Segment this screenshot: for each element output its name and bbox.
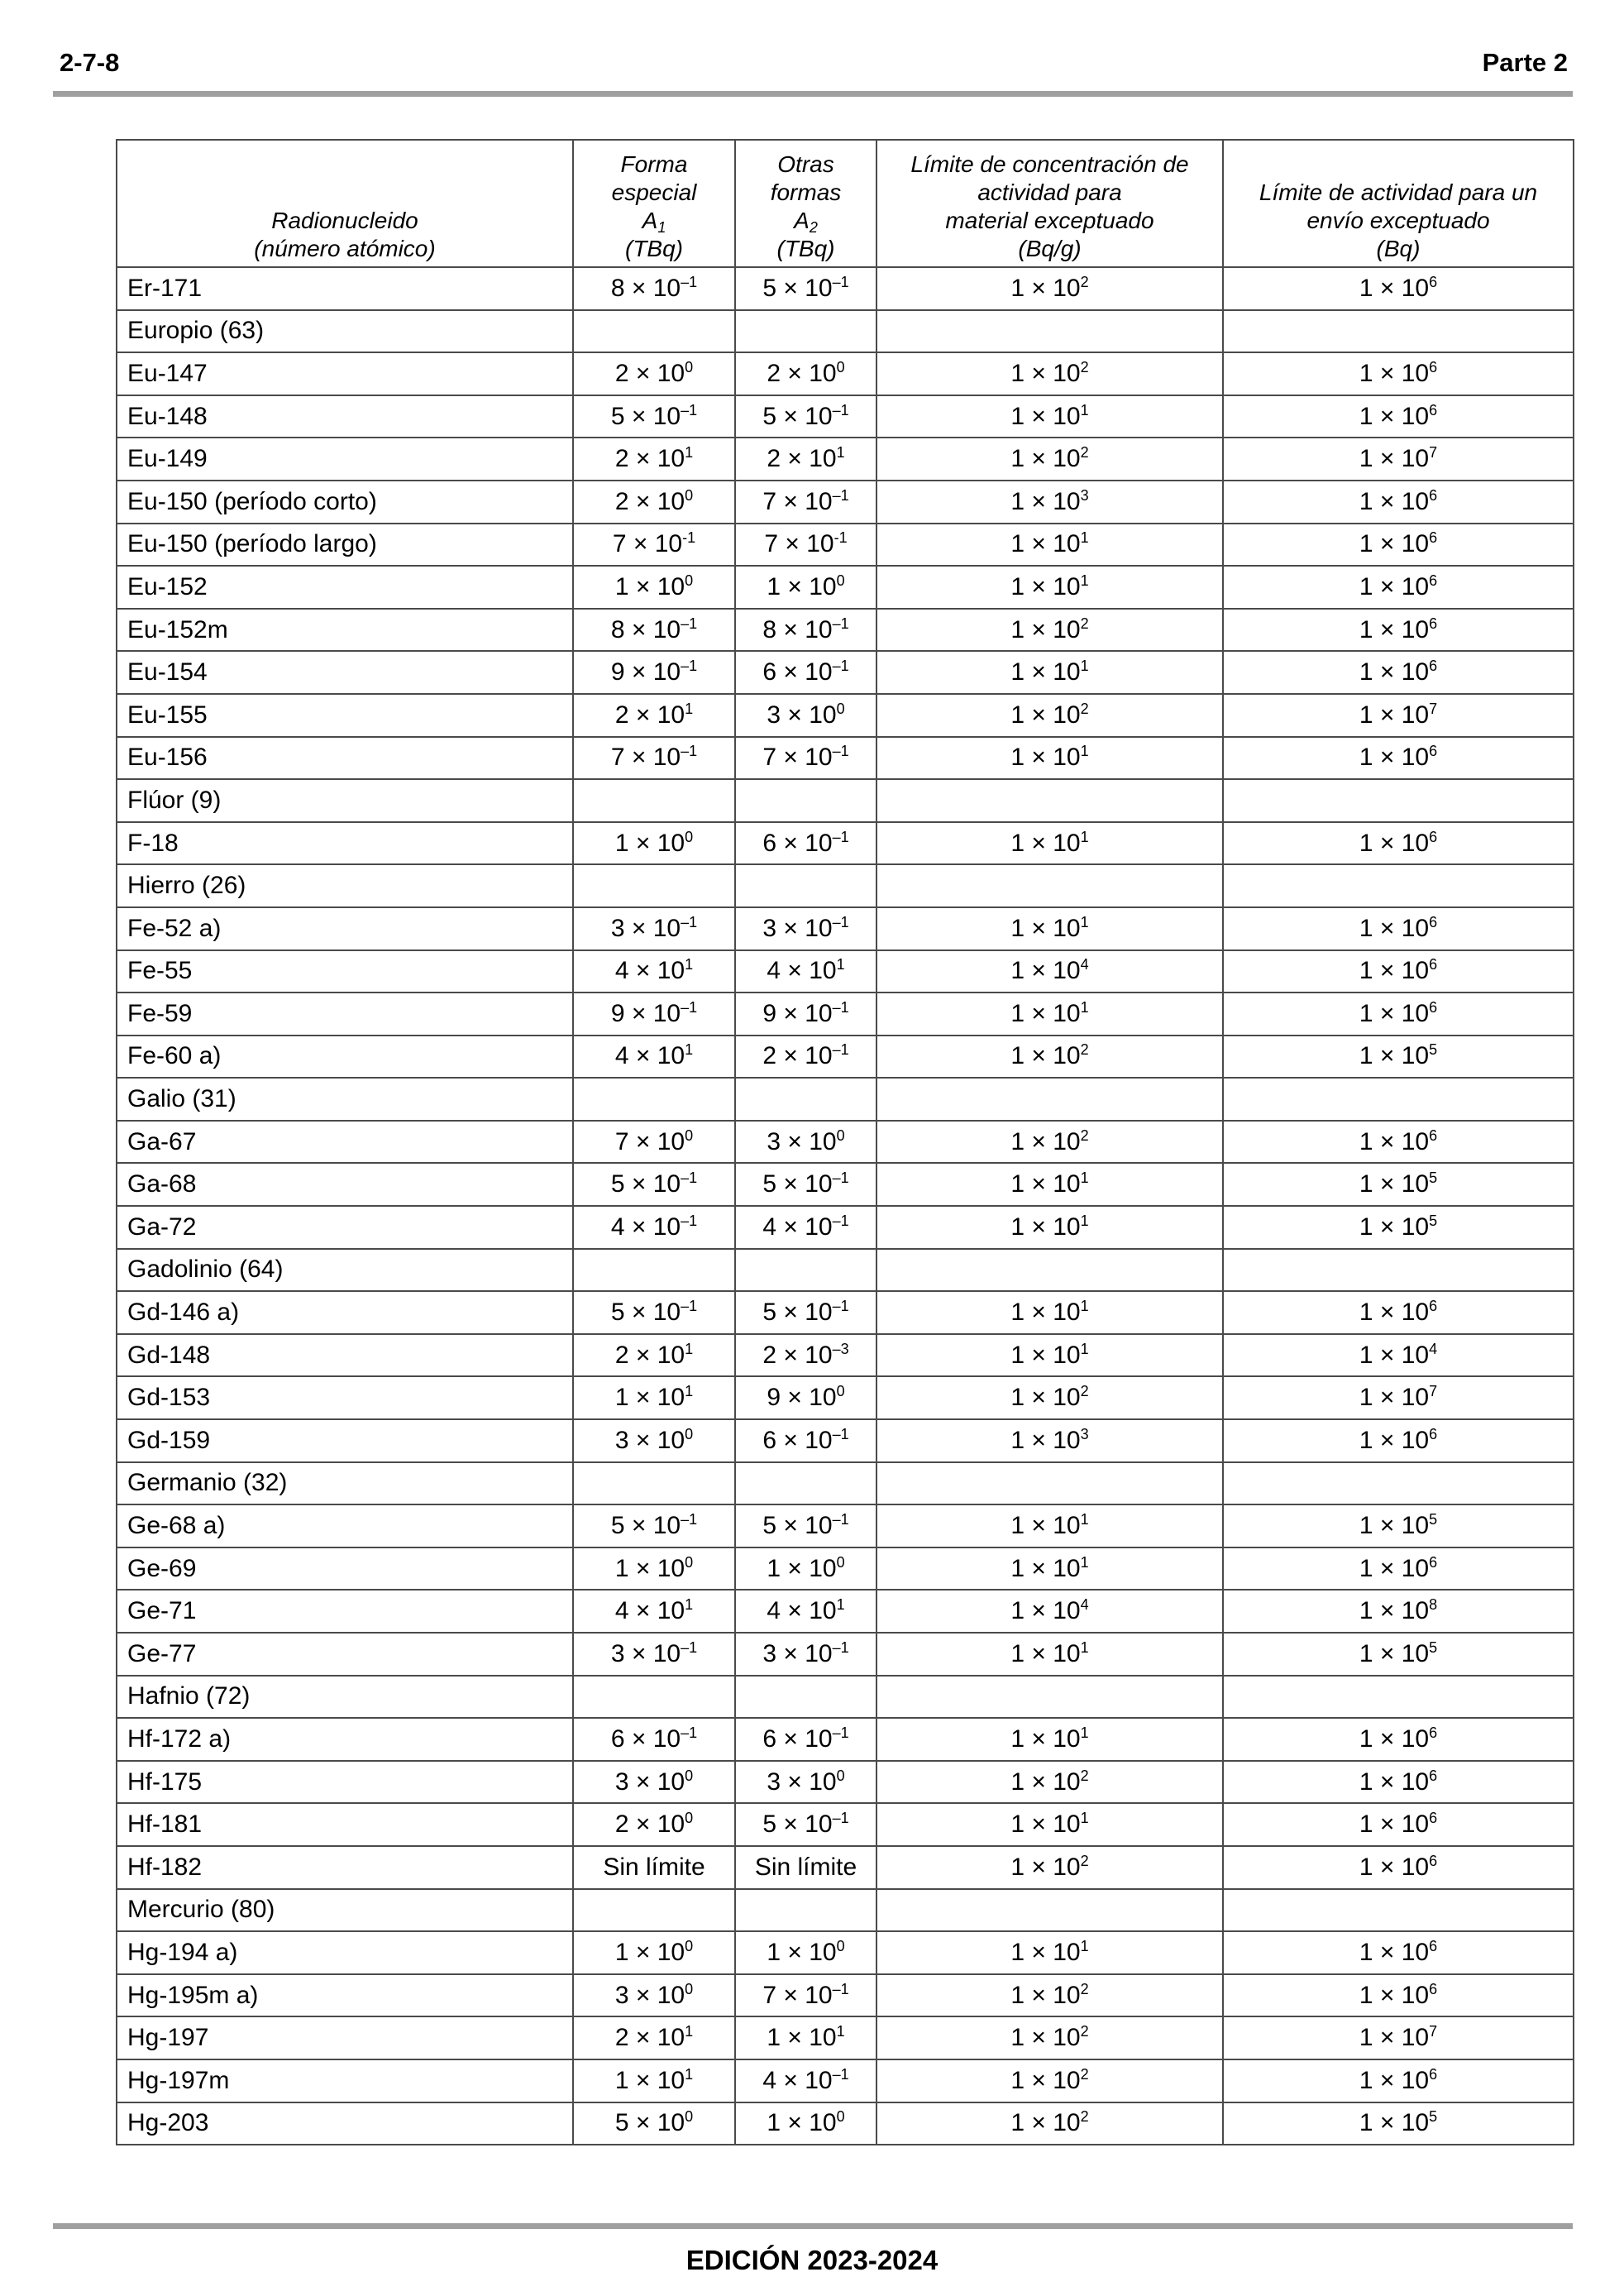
concentration-limit-cell: [876, 1078, 1223, 1121]
activity-limit-cell: $1 \times 10^6$: [1223, 566, 1574, 609]
activity-limit-cell: [1223, 1462, 1574, 1505]
table-row: [117, 267, 1574, 310]
a2-cell: $5 \times 10^{-1}$: [735, 1163, 876, 1206]
a1-cell: Sin límite: [573, 1846, 735, 1889]
table-row: [117, 1163, 1574, 1206]
radionuclide-cell: Eu-152: [117, 566, 573, 609]
radionuclide-cell: Europio (63): [117, 310, 573, 353]
concentration-limit-cell: $1 \times 10^1$: [876, 524, 1223, 567]
a1-cell: [573, 779, 735, 822]
a1-cell: $4 \times 10^1$: [573, 1590, 735, 1633]
activity-limit-cell: [1223, 1249, 1574, 1292]
a2-cell: $2 \times 10^1$: [735, 438, 876, 481]
a1-cell: $2 \times 10^1$: [573, 438, 735, 481]
table-row: [117, 1633, 1574, 1676]
a1-cell: $3 \times 10^0$: [573, 1419, 735, 1462]
concentration-limit-cell: $1 \times 10^1$: [876, 1803, 1223, 1846]
concentration-limit-cell: $1 \times 10^2$: [876, 1846, 1223, 1889]
activity-limit-cell: $1 \times 10^6$: [1223, 651, 1574, 694]
radionuclide-cell: Galio (31): [117, 1078, 573, 1121]
concentration-limit-cell: $1 \times 10^2$: [876, 1036, 1223, 1079]
table-row: [117, 352, 1574, 395]
a1-cell: [573, 1676, 735, 1719]
radionuclide-cell: Fe-52 a): [117, 907, 573, 950]
table-row: [117, 566, 1574, 609]
a1-cell: $8 \times 10^{-1}$: [573, 609, 735, 652]
a1-cell: $5 \times 10^{-1}$: [573, 1163, 735, 1206]
a2-cell: $6 \times 10^{-1}$: [735, 822, 876, 865]
table-row: [117, 1761, 1574, 1804]
a2-cell: $1 \times 10^0$: [735, 1931, 876, 1974]
a1-cell: [573, 864, 735, 907]
table-row: [117, 1547, 1574, 1590]
a2-cell: $6 \times 10^{-1}$: [735, 1718, 876, 1761]
radionuclide-cell: Ga-67: [117, 1121, 573, 1164]
a2-cell: [735, 310, 876, 353]
activity-limit-cell: $1 \times 10^6$: [1223, 524, 1574, 567]
a2-cell: $2 \times 10^{-3}$: [735, 1334, 876, 1377]
a1-cell: $2 \times 10^0$: [573, 481, 735, 524]
activity-limit-cell: $1 \times 10^6$: [1223, 907, 1574, 950]
a1-cell: [573, 1249, 735, 1292]
concentration-limit-cell: $1 \times 10^2$: [876, 2016, 1223, 2059]
col-a2-header: Otras formas $A_2$ (TBq): [735, 140, 876, 267]
table-row: [117, 1206, 1574, 1249]
a2-cell: $8 \times 10^{-1}$: [735, 609, 876, 652]
col-activity-limit-header: Límite de actividad para un envío exceptuado (Bq): [1223, 140, 1574, 267]
radionuclide-cell: Eu-154: [117, 651, 573, 694]
a1-cell: $5 \times 10^0$: [573, 2102, 735, 2145]
activity-limit-cell: [1223, 779, 1574, 822]
radionuclide-cell: Eu-155: [117, 694, 573, 737]
a1-cell: $4 \times 10^1$: [573, 1036, 735, 1079]
a1-cell: $1 \times 10^0$: [573, 1547, 735, 1590]
activity-limit-cell: $1 \times 10^6$: [1223, 267, 1574, 310]
radionuclide-cell: Fe-60 a): [117, 1036, 573, 1079]
table-row: [117, 737, 1574, 780]
radionuclide-cell: Gadolinio (64): [117, 1249, 573, 1292]
table-row: [117, 993, 1574, 1036]
radionuclide-cell: Ge-77: [117, 1633, 573, 1676]
a1-cell: $2 \times 10^1$: [573, 694, 735, 737]
a1-cell: $1 \times 10^0$: [573, 1931, 735, 1974]
a2-cell: $7 \times 10^{-1}$: [735, 481, 876, 524]
a2-cell: $4 \times 10^1$: [735, 950, 876, 993]
element-group-row: [117, 1462, 1574, 1505]
activity-limit-cell: $1 \times 10^6$: [1223, 1547, 1574, 1590]
table-row: [117, 481, 1574, 524]
concentration-limit-cell: $1 \times 10^1$: [876, 1718, 1223, 1761]
a2-cell: $7 \times 10^{-1}$: [735, 737, 876, 780]
a2-cell: [735, 779, 876, 822]
a2-cell: $7 \times 10^{-1}$: [735, 524, 876, 567]
table-row: [117, 1846, 1574, 1889]
concentration-limit-cell: $1 \times 10^1$: [876, 1931, 1223, 1974]
concentration-limit-cell: $1 \times 10^1$: [876, 566, 1223, 609]
part-label: Parte 2: [1482, 48, 1568, 77]
radionuclide-cell: Gd-146 a): [117, 1291, 573, 1334]
concentration-limit-cell: $1 \times 10^2$: [876, 609, 1223, 652]
radionuclide-cell: Eu-147: [117, 352, 573, 395]
table-row: [117, 1504, 1574, 1547]
activity-limit-cell: $1 \times 10^6$: [1223, 1291, 1574, 1334]
radionuclide-cell: Flúor (9): [117, 779, 573, 822]
element-group-row: [117, 1078, 1574, 1121]
radionuclide-cell: Hg-195m a): [117, 1974, 573, 2017]
concentration-limit-cell: $1 \times 10^1$: [876, 737, 1223, 780]
radionuclide-cell: Ge-71: [117, 1590, 573, 1633]
a2-cell: $9 \times 10^0$: [735, 1376, 876, 1419]
radionuclide-cell: Gd-153: [117, 1376, 573, 1419]
a1-cell: $9 \times 10^{-1}$: [573, 651, 735, 694]
radionuclide-cell: Mercurio (80): [117, 1889, 573, 1932]
radionuclide-cell: Eu-149: [117, 438, 573, 481]
a1-cell: $5 \times 10^{-1}$: [573, 1504, 735, 1547]
a1-cell: $5 \times 10^{-1}$: [573, 1291, 735, 1334]
radionuclide-cell: Hg-197: [117, 2016, 573, 2059]
concentration-limit-cell: $1 \times 10^3$: [876, 481, 1223, 524]
activity-limit-cell: $1 \times 10^6$: [1223, 395, 1574, 438]
a1-cell: $9 \times 10^{-1}$: [573, 993, 735, 1036]
table-row: [117, 1974, 1574, 2017]
concentration-limit-cell: $1 \times 10^2$: [876, 2102, 1223, 2145]
a2-cell: $7 \times 10^{-1}$: [735, 1974, 876, 2017]
a1-cell: $8 \times 10^{-1}$: [573, 267, 735, 310]
element-group-row: [117, 310, 1574, 353]
table-row: [117, 438, 1574, 481]
table-row: [117, 524, 1574, 567]
a2-cell: $3 \times 10^{-1}$: [735, 907, 876, 950]
a2-cell: [735, 1676, 876, 1719]
table-row: [117, 1121, 1574, 1164]
concentration-limit-cell: [876, 1676, 1223, 1719]
activity-limit-cell: $1 \times 10^6$: [1223, 1846, 1574, 1889]
radionuclide-cell: Hierro (26): [117, 864, 573, 907]
activity-limit-cell: $1 \times 10^6$: [1223, 1761, 1574, 1804]
concentration-limit-cell: [876, 779, 1223, 822]
element-group-row: [117, 1676, 1574, 1719]
radionuclide-cell: Eu-148: [117, 395, 573, 438]
table-row: [117, 1291, 1574, 1334]
a1-cell: $4 \times 10^{-1}$: [573, 1206, 735, 1249]
activity-limit-cell: $1 \times 10^7$: [1223, 2016, 1574, 2059]
a1-cell: $7 \times 10^0$: [573, 1121, 735, 1164]
radionuclide-cell: Fe-55: [117, 950, 573, 993]
col-radionuclide-header: Radionucleido (número atómico): [117, 140, 573, 267]
activity-limit-cell: $1 \times 10^7$: [1223, 1376, 1574, 1419]
table-row: [117, 2102, 1574, 2145]
radionuclide-cell: Gd-159: [117, 1419, 573, 1462]
a2-cell: $3 \times 10^0$: [735, 1121, 876, 1164]
table-row: [117, 1803, 1574, 1846]
table-row: [117, 1718, 1574, 1761]
concentration-limit-cell: [876, 1889, 1223, 1932]
concentration-limit-cell: $1 \times 10^1$: [876, 1547, 1223, 1590]
concentration-limit-cell: $1 \times 10^1$: [876, 1504, 1223, 1547]
activity-limit-cell: $1 \times 10^8$: [1223, 1590, 1574, 1633]
activity-limit-cell: $1 \times 10^6$: [1223, 822, 1574, 865]
radionuclide-cell: F-18: [117, 822, 573, 865]
a1-cell: $6 \times 10^{-1}$: [573, 1718, 735, 1761]
concentration-limit-cell: $1 \times 10^2$: [876, 352, 1223, 395]
table-row: [117, 651, 1574, 694]
table-row: [117, 1334, 1574, 1377]
activity-limit-cell: $1 \times 10^4$: [1223, 1334, 1574, 1377]
a1-cell: [573, 1462, 735, 1505]
a2-cell: $1 \times 10^0$: [735, 1547, 876, 1590]
a1-cell: $1 \times 10^0$: [573, 822, 735, 865]
radionuclide-cell: Eu-152m: [117, 609, 573, 652]
a2-cell: $1 \times 10^1$: [735, 2016, 876, 2059]
activity-limit-cell: $1 \times 10^6$: [1223, 1121, 1574, 1164]
radionuclide-cell: Gd-148: [117, 1334, 573, 1377]
activity-limit-cell: $1 \times 10^6$: [1223, 1803, 1574, 1846]
radionuclide-cell: Eu-150 (período largo): [117, 524, 573, 567]
a1-cell: $4 \times 10^1$: [573, 950, 735, 993]
edition-footer: EDICIÓN 2023-2024: [685, 2245, 939, 2275]
a2-cell: $4 \times 10^{-1}$: [735, 1206, 876, 1249]
table-row: [117, 609, 1574, 652]
table-row: [117, 1931, 1574, 1974]
table-row: [117, 1590, 1574, 1633]
concentration-limit-cell: $1 \times 10^1$: [876, 395, 1223, 438]
radionuclide-cell: Hf-182: [117, 1846, 573, 1889]
radionuclide-cell: Hg-194 a): [117, 1931, 573, 1974]
concentration-limit-cell: $1 \times 10^1$: [876, 1633, 1223, 1676]
a2-cell: $1 \times 10^0$: [735, 2102, 876, 2145]
activity-limit-cell: $1 \times 10^5$: [1223, 1633, 1574, 1676]
a1-cell: $1 \times 10^1$: [573, 1376, 735, 1419]
activity-limit-cell: $1 \times 10^5$: [1223, 1504, 1574, 1547]
a2-cell: $5 \times 10^{-1}$: [735, 1504, 876, 1547]
radionuclide-cell: Fe-59: [117, 993, 573, 1036]
radionuclide-cell: Ge-69: [117, 1547, 573, 1590]
element-group-row: [117, 1889, 1574, 1932]
radionuclide-cell: Hf-175: [117, 1761, 573, 1804]
a1-cell: $3 \times 10^{-1}$: [573, 1633, 735, 1676]
activity-limit-cell: $1 \times 10^6$: [1223, 950, 1574, 993]
table-row: [117, 822, 1574, 865]
radionuclide-cell: Hg-197m: [117, 2059, 573, 2102]
table-row: [117, 2059, 1574, 2102]
a2-cell: $6 \times 10^{-1}$: [735, 1419, 876, 1462]
a2-cell: $9 \times 10^{-1}$: [735, 993, 876, 1036]
footer-rule: [53, 2223, 1573, 2229]
concentration-limit-cell: $1 \times 10^1$: [876, 907, 1223, 950]
concentration-limit-cell: $1 \times 10^2$: [876, 2059, 1223, 2102]
activity-limit-cell: [1223, 864, 1574, 907]
a1-cell: [573, 1078, 735, 1121]
radionuclide-cell: Er-171: [117, 267, 573, 310]
concentration-limit-cell: [876, 864, 1223, 907]
concentration-limit-cell: $1 \times 10^2$: [876, 1974, 1223, 2017]
a1-cell: [573, 310, 735, 353]
a2-cell: $4 \times 10^1$: [735, 1590, 876, 1633]
activity-limit-cell: $1 \times 10^6$: [1223, 737, 1574, 780]
activity-limit-cell: $1 \times 10^6$: [1223, 352, 1574, 395]
a2-cell: $2 \times 10^{-1}$: [735, 1036, 876, 1079]
element-group-row: [117, 1249, 1574, 1292]
concentration-limit-cell: $1 \times 10^2$: [876, 267, 1223, 310]
concentration-limit-cell: $1 \times 10^4$: [876, 1590, 1223, 1633]
radionuclide-cell: Eu-150 (período corto): [117, 481, 573, 524]
a1-cell: $2 \times 10^1$: [573, 2016, 735, 2059]
a2-cell: $5 \times 10^{-1}$: [735, 395, 876, 438]
table-header-row: [117, 140, 1574, 267]
a1-cell: $1 \times 10^1$: [573, 2059, 735, 2102]
concentration-limit-cell: $1 \times 10^2$: [876, 1121, 1223, 1164]
activity-limit-cell: $1 \times 10^6$: [1223, 1419, 1574, 1462]
a2-cell: [735, 1249, 876, 1292]
a2-cell: $2 \times 10^0$: [735, 352, 876, 395]
radionuclide-cell: Germanio (32): [117, 1462, 573, 1505]
activity-limit-cell: $1 \times 10^5$: [1223, 1036, 1574, 1079]
activity-limit-cell: [1223, 1676, 1574, 1719]
a2-cell: $3 \times 10^0$: [735, 1761, 876, 1804]
a1-cell: $3 \times 10^0$: [573, 1761, 735, 1804]
concentration-limit-cell: $1 \times 10^1$: [876, 822, 1223, 865]
radionuclide-cell: Ge-68 a): [117, 1504, 573, 1547]
radionuclide-cell: Ga-68: [117, 1163, 573, 1206]
concentration-limit-cell: $1 \times 10^2$: [876, 1761, 1223, 1804]
element-group-row: [117, 779, 1574, 822]
col-a1-header: Forma especial $A_1$ (TBq): [573, 140, 735, 267]
table-row: [117, 1036, 1574, 1079]
activity-limit-cell: [1223, 1889, 1574, 1932]
concentration-limit-cell: $1 \times 10^3$: [876, 1419, 1223, 1462]
concentration-limit-cell: [876, 310, 1223, 353]
concentration-limit-cell: $1 \times 10^1$: [876, 651, 1223, 694]
radionuclide-cell: Eu-156: [117, 737, 573, 780]
a2-cell: $5 \times 10^{-1}$: [735, 1803, 876, 1846]
a1-cell: $5 \times 10^{-1}$: [573, 395, 735, 438]
radionuclide-cell: Hafnio (72): [117, 1676, 573, 1719]
concentration-limit-cell: [876, 1249, 1223, 1292]
activity-limit-cell: $1 \times 10^5$: [1223, 2102, 1574, 2145]
radionuclide-cell: Hg-203: [117, 2102, 573, 2145]
table-row: [117, 694, 1574, 737]
activity-limit-cell: $1 \times 10^5$: [1223, 1163, 1574, 1206]
concentration-limit-cell: $1 \times 10^2$: [876, 694, 1223, 737]
activity-limit-cell: $1 \times 10^6$: [1223, 609, 1574, 652]
radionuclide-cell: Hf-181: [117, 1803, 573, 1846]
a2-cell: Sin límite: [735, 1846, 876, 1889]
activity-limit-cell: $1 \times 10^5$: [1223, 1206, 1574, 1249]
page-number: 2-7-8: [60, 48, 120, 77]
table-row: [117, 1376, 1574, 1419]
a1-cell: $2 \times 10^0$: [573, 352, 735, 395]
concentration-limit-cell: [876, 1462, 1223, 1505]
a2-cell: [735, 1462, 876, 1505]
a2-cell: $5 \times 10^{-1}$: [735, 267, 876, 310]
activity-limit-cell: $1 \times 10^6$: [1223, 2059, 1574, 2102]
activity-limit-cell: $1 \times 10^6$: [1223, 993, 1574, 1036]
a2-cell: $3 \times 10^0$: [735, 694, 876, 737]
concentration-limit-cell: $1 \times 10^1$: [876, 993, 1223, 1036]
activity-limit-cell: $1 \times 10^6$: [1223, 1974, 1574, 2017]
a2-cell: $6 \times 10^{-1}$: [735, 651, 876, 694]
radionuclide-cell: Hf-172 a): [117, 1718, 573, 1761]
a1-cell: $1 \times 10^0$: [573, 566, 735, 609]
a1-cell: $7 \times 10^{-1}$: [573, 737, 735, 780]
activity-limit-cell: $1 \times 10^7$: [1223, 694, 1574, 737]
a2-cell: [735, 1078, 876, 1121]
table-row: [117, 2016, 1574, 2059]
a2-cell: [735, 1889, 876, 1932]
concentration-limit-cell: $1 \times 10^4$: [876, 950, 1223, 993]
radionuclide-cell: Ga-72: [117, 1206, 573, 1249]
a1-cell: $2 \times 10^1$: [573, 1334, 735, 1377]
a1-cell: $3 \times 10^{-1}$: [573, 907, 735, 950]
concentration-limit-cell: $1 \times 10^1$: [876, 1334, 1223, 1377]
table-row: [117, 907, 1574, 950]
activity-limit-cell: $1 \times 10^7$: [1223, 438, 1574, 481]
a2-cell: $4 \times 10^{-1}$: [735, 2059, 876, 2102]
a1-cell: $3 \times 10^0$: [573, 1974, 735, 2017]
activity-limit-cell: [1223, 310, 1574, 353]
table-row: [117, 1419, 1574, 1462]
table-row: [117, 395, 1574, 438]
a1-cell: $2 \times 10^0$: [573, 1803, 735, 1846]
concentration-limit-cell: $1 \times 10^2$: [876, 1376, 1223, 1419]
activity-limit-cell: $1 \times 10^6$: [1223, 481, 1574, 524]
concentration-limit-cell: $1 \times 10^1$: [876, 1291, 1223, 1334]
radionuclide-table: [116, 139, 1574, 2145]
activity-limit-cell: [1223, 1078, 1574, 1121]
header-rule: [53, 91, 1573, 97]
concentration-limit-cell: $1 \times 10^1$: [876, 1163, 1223, 1206]
a2-cell: $5 \times 10^{-1}$: [735, 1291, 876, 1334]
table-row: [117, 950, 1574, 993]
activity-limit-cell: $1 \times 10^6$: [1223, 1718, 1574, 1761]
a2-cell: [735, 864, 876, 907]
a1-cell: $7 \times 10^{-1}$: [573, 524, 735, 567]
activity-limit-cell: $1 \times 10^6$: [1223, 1931, 1574, 1974]
a1-cell: [573, 1889, 735, 1932]
a2-cell: $1 \times 10^0$: [735, 566, 876, 609]
concentration-limit-cell: $1 \times 10^1$: [876, 1206, 1223, 1249]
concentration-limit-cell: $1 \times 10^2$: [876, 438, 1223, 481]
col-concentration-limit-header: Límite de concentración de actividad para material exceptuado (Bq/g): [876, 140, 1223, 267]
a2-cell: $3 \times 10^{-1}$: [735, 1633, 876, 1676]
element-group-row: [117, 864, 1574, 907]
